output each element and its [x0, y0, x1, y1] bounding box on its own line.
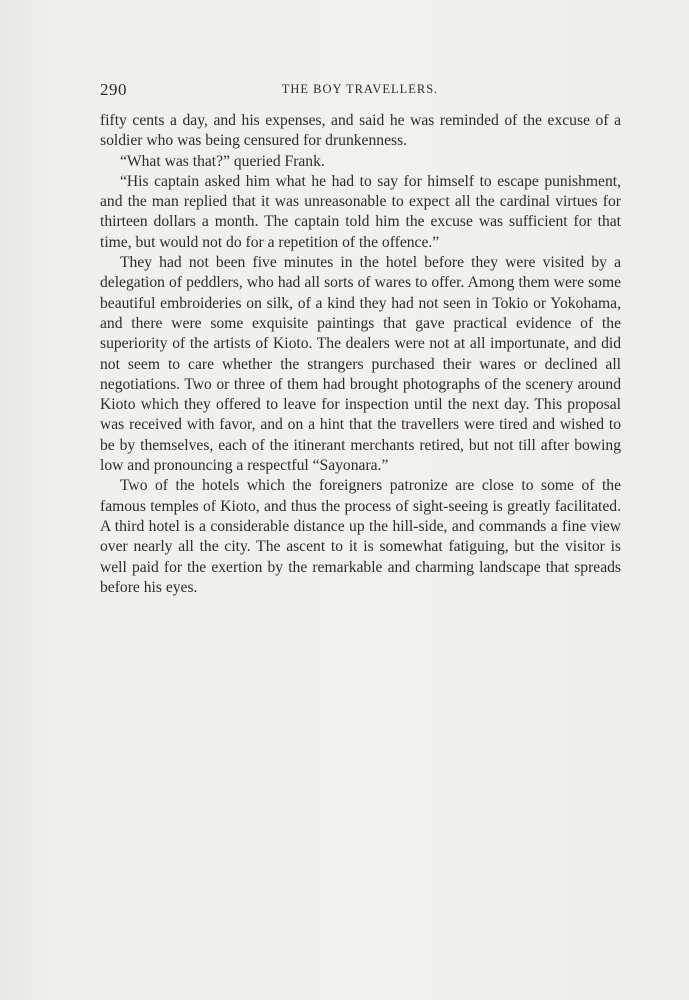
page-number: 290: [100, 80, 127, 99]
paragraph-continuation: fifty cents a day, and his expenses, and said he was reminded of the excuse of a soldier who was being censured for drunkenness.: [100, 112, 621, 150]
running-head: [100, 80, 620, 102]
paragraph-dialogue-answer: “His captain asked him what he had to say for himself to escape punishment, and the man replied that it was unreasonable to expect all the cardinal virtues for thirteen dollars a month. The captain told him the excuse was sufficient for that time, but would not do for a repetition of the offence.”: [100, 172, 621, 251]
paragraph-dialogue-question: “What was that?” queried Frank.: [120, 152, 325, 170]
paragraph-peddlers: They had not been five minutes in the hotel before they were visited by a delegation of peddlers, who had all sorts of wares to offer. Among them were some beautiful embroideries on silk, of a kind they had not seen in Tokio or Yokohama, and there were some exquisite paintings that gave practical evidence of the superiority of the artists of Kioto. The dealers were not at all importunate, and did not seem to care whether the strangers purchased their wares or declined all negotiations. Two or three of them had brought photographs of the scenery around Kioto which they offered to leave for inspection until the next day. This proposal was received with favor, and on a hint that the travellers were tired and wished to be by themselves, each of the itinerant merchants retired, but not till after bowing low and pronouncing a respectful “Sayonara.”: [100, 254, 621, 475]
running-title: THE BOY TRAVELLERS.: [281, 82, 439, 96]
paragraph-hotels: Two of the hotels which the foreigners patronize are close to some of the famous temples of Kioto, and thus the process of sight-seeing is greatly facilitated. A third hotel is a considerable distance up the hill-side, and commands a fine view over nearly all the city. The ascent to it is somewhat fatiguing, but the visitor is well paid for the exertion by the remarkable and charming landscape that spreads before his eyes.: [100, 477, 621, 596]
body-text: [100, 111, 621, 598]
